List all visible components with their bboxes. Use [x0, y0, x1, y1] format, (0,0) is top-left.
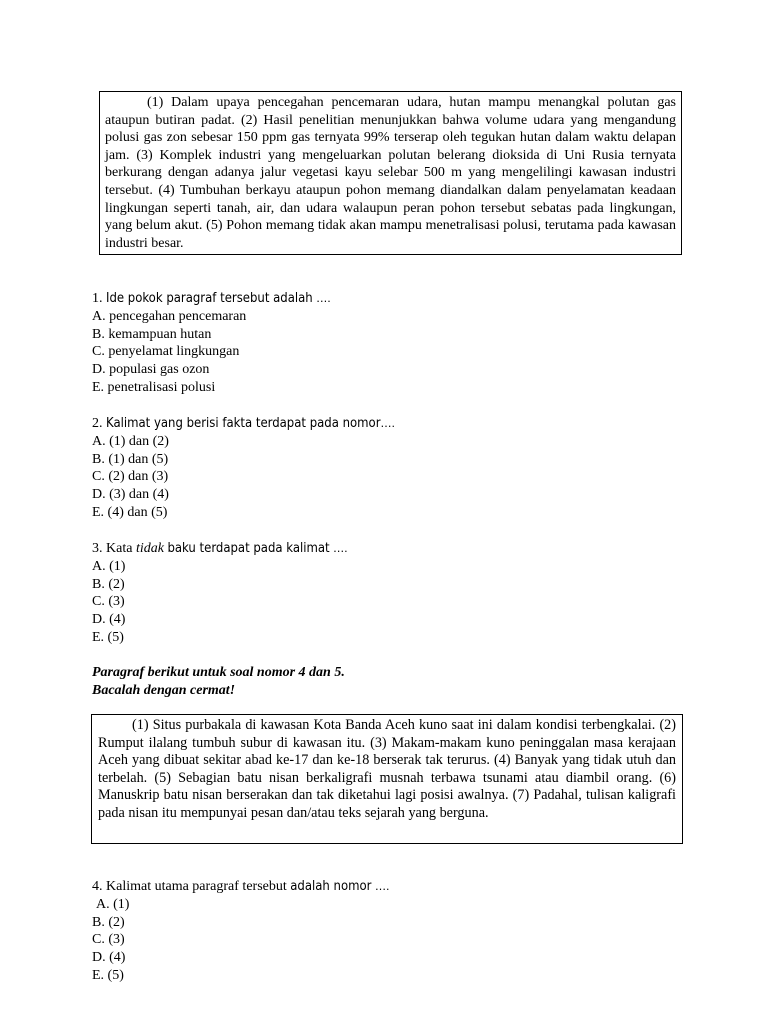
passage-1-box: [99, 91, 682, 255]
question-4-ellipsis: ….: [374, 880, 390, 893]
question-1: [92, 290, 692, 397]
question-2-text: Kalimat yang berisi fakta terdapat pada nomor: [106, 416, 381, 431]
question-1-option-a[interactable]: A. pencegahan pencemaran: [92, 308, 247, 324]
question-3-stem: [92, 540, 692, 558]
question-3-text-before: Kata: [106, 541, 133, 556]
question-3-ellipsis: ….: [333, 542, 348, 555]
question-2: [92, 415, 692, 522]
question-3-text-after: baku terdapat pada kalimat: [167, 541, 330, 556]
question-4-text: Kalimat utama paragraf tersebut: [106, 879, 287, 894]
question-4: [92, 878, 692, 985]
question-4-stem: [92, 878, 692, 896]
question-2-ellipsis: ….: [380, 417, 396, 430]
question-1-ellipsis: ….: [316, 292, 331, 305]
question-2-option-c[interactable]: C. (2) dan (3): [92, 469, 169, 485]
question-1-text: Ide pokok paragraf tersebut adalah: [106, 291, 313, 306]
question-4-text-sans: adalah nomor: [290, 879, 372, 894]
question-1-option-c[interactable]: C. penyelamat lingkungan: [92, 344, 240, 360]
question-4-number: 4.: [92, 879, 103, 894]
question-2-number: 2.: [92, 416, 103, 431]
question-1-stem: [92, 290, 692, 308]
question-3-italic-word: tidak: [135, 541, 164, 556]
question-3-option-d[interactable]: D. (4): [92, 612, 126, 628]
passage-2-box: [91, 714, 683, 844]
question-3-number: 3.: [92, 541, 103, 556]
question-4-option-b[interactable]: B. (2): [92, 914, 125, 930]
question-3-option-a[interactable]: A. (1): [92, 558, 126, 574]
question-1-number: 1.: [92, 291, 103, 306]
question-4-option-a[interactable]: A. (1): [96, 896, 130, 912]
passage-2-text: (1) Situs purbakala di kawasan Kota Banda Aceh kuno saat ini dalam kondisi terbengkalai. (2) Rumput ilalang tumbuh subur di kawasan itu. (3) Makam-makam kuno peninggalan masa kerajaan Aceh yang dibuat sekitar abad ke-17 dan ke-18 berserak tak terurus. (4) Banyak yang tidak utuh dan terbelah. (5) Sebagian batu nisan berkaligrafi musnah terbawa tsunami atau diambil orang. (6) Manuskrip batu nisan berserakan dan tak diketahui lagi posisi awalnya. (7) Padahal, tulisan kaligrafi pada nisan itu mempunyai pesan dan/atau teks sejarah yang berguna.: [98, 717, 676, 821]
question-1-option-e[interactable]: E. penetralisasi polusi: [92, 379, 216, 395]
question-3-option-e[interactable]: E. (5): [92, 629, 124, 645]
question-3-option-b[interactable]: B. (2): [92, 576, 125, 592]
question-2-option-d[interactable]: D. (3) dan (4): [92, 487, 169, 503]
question-3: [92, 540, 692, 647]
question-2-option-e[interactable]: E. (4) dan (5): [92, 504, 168, 520]
instruction-note: [92, 664, 345, 700]
question-1-option-b[interactable]: B. kemampuan hutan: [92, 326, 212, 342]
instruction-note-line-1: Paragraf berikut untuk soal nomor 4 dan 5.: [92, 665, 345, 680]
question-4-option-e[interactable]: E. (5): [92, 967, 124, 983]
question-3-option-c[interactable]: C. (3): [92, 594, 125, 610]
passage-1-text: (1) Dalam upaya pencegahan pencemaran udara, hutan mampu menangkal polutan gas ataupun butiran padat. (2) Hasil penelitian menunjukkan bahwa volume udara yang mengandung polusi gas zon sebesar 150 ppm gas ternyata 99% terserap oleh tegukan hutan dalam waktu delapan jam. (3) Komplek industri yang mengeluarkan polutan belerang dioksida di Uni Rusia ternyata berkurang dengan adanya jalur vegetasi kayu selebar 500 m yang mengelilingi kawasan industri tersebut. (4) Tumbuhan berkayu ataupun pohon memang diandalkan dalam penyelamatan keadaan lingkungan seperti tanah, air, dan udara walaupun peran pohon tersebut sebatas pada lingkungan, yang belum akut. (5) Pohon memang tidak akan mampu menetralisasi polusi, terutama pada kawasan industri besar.: [105, 95, 676, 251]
question-4-option-c[interactable]: C. (3): [92, 932, 125, 948]
question-2-stem: [92, 415, 692, 433]
question-2-option-a[interactable]: A. (1) dan (2): [92, 433, 169, 449]
instruction-note-line-2: Bacalah dengan cermat!: [92, 682, 236, 698]
question-1-option-d[interactable]: D. populasi gas ozon: [92, 362, 210, 378]
question-2-option-b[interactable]: B. (1) dan (5): [92, 451, 169, 467]
question-4-option-d[interactable]: D. (4): [92, 950, 126, 966]
